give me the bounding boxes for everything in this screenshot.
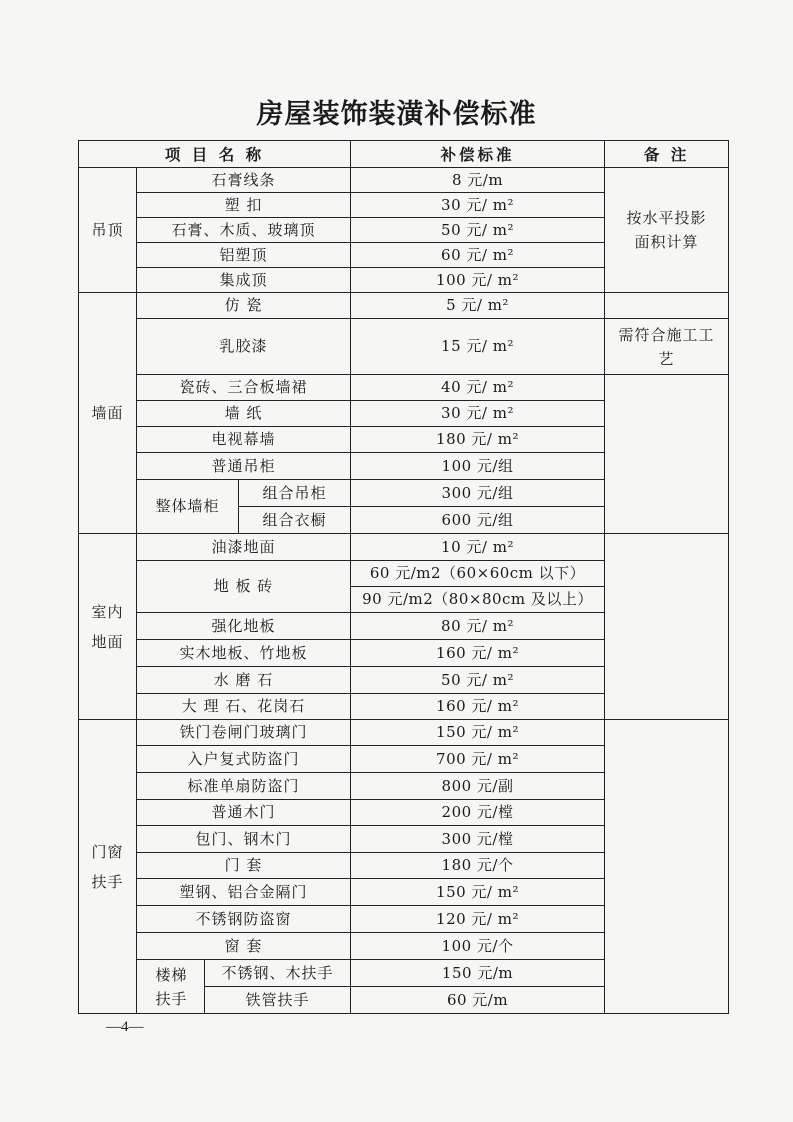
item-price: 180 元/个 [351, 853, 605, 879]
item-name: 水 磨 石 [137, 667, 351, 694]
item-price: 10 元/ m² [351, 534, 605, 561]
group-handrail: 楼梯扶手 [137, 960, 205, 1014]
item-price: 40 元/ m² [351, 375, 605, 401]
note-empty [605, 293, 729, 319]
table-row [79, 319, 729, 375]
item-name: 电视幕墙 [137, 427, 351, 453]
item-name: 地 板 砖 [137, 561, 351, 613]
note-ceiling: 按水平投影面积计算 [605, 168, 729, 293]
item-name: 实木地板、竹地板 [137, 640, 351, 667]
table-header-row [79, 141, 729, 168]
item-price: 60 元/ m² [351, 243, 605, 268]
item-price: 160 元/ m² [351, 640, 605, 667]
group-cabinet: 整体墙柜 [137, 480, 239, 534]
item-name: 组合衣橱 [239, 507, 351, 534]
table-row [79, 375, 729, 401]
item-price: 300 元/樘 [351, 826, 605, 853]
item-name: 入户复式防盗门 [137, 746, 351, 773]
category-doors: 门窗扶手 [79, 720, 137, 1014]
table-row [79, 720, 729, 746]
item-name: 铝塑顶 [137, 243, 351, 268]
item-name: 不锈钢、木扶手 [205, 960, 351, 987]
item-price: 700 元/ m² [351, 746, 605, 773]
note-empty [605, 534, 729, 720]
category-wall: 墙面 [79, 293, 137, 534]
item-price: 600 元/组 [351, 507, 605, 534]
item-name: 大 理 石、花岗石 [137, 694, 351, 720]
header-note: 备 注 [605, 141, 729, 168]
item-name: 窗 套 [137, 933, 351, 960]
item-price: 30 元/ m² [351, 193, 605, 218]
table-row [79, 168, 729, 193]
item-price: 150 元/ m² [351, 879, 605, 906]
item-name: 组合吊柜 [239, 480, 351, 507]
item-price: 180 元/ m² [351, 427, 605, 453]
item-name: 标准单扇防盗门 [137, 773, 351, 800]
item-name: 普通吊柜 [137, 453, 351, 480]
item-price: 8 元/m [351, 168, 605, 193]
item-price: 5 元/ m² [351, 293, 605, 319]
item-price: 100 元/组 [351, 453, 605, 480]
item-price: 80 元/ m² [351, 613, 605, 640]
header-item: 项 目 名 称 [79, 141, 351, 168]
item-name: 瓷砖、三合板墙裙 [137, 375, 351, 401]
item-name: 强化地板 [137, 613, 351, 640]
table-row [79, 293, 729, 319]
item-name: 油漆地面 [137, 534, 351, 561]
item-name: 墙 纸 [137, 401, 351, 427]
item-price: 120 元/ m² [351, 906, 605, 933]
item-price: 200 元/樘 [351, 800, 605, 826]
item-price: 150 元/m [351, 960, 605, 987]
category-floor: 室内地面 [79, 534, 137, 720]
header-standard: 补偿标准 [351, 141, 605, 168]
item-name: 包门、钢木门 [137, 826, 351, 853]
item-name: 仿 瓷 [137, 293, 351, 319]
item-price: 60 元/m2（60×60cm 以下） [351, 561, 605, 587]
item-price: 15 元/ m² [351, 319, 605, 375]
item-price: 50 元/ m² [351, 218, 605, 243]
note-empty [605, 375, 729, 534]
item-price: 100 元/个 [351, 933, 605, 960]
item-name: 集成顶 [137, 268, 351, 293]
item-price: 150 元/ m² [351, 720, 605, 746]
page-number: —4— [106, 1019, 144, 1035]
item-name: 门 套 [137, 853, 351, 879]
item-price: 800 元/副 [351, 773, 605, 800]
note-wall: 需符合施工工艺 [605, 319, 729, 375]
note-empty [605, 720, 729, 1014]
item-price: 30 元/ m² [351, 401, 605, 427]
table-row [79, 534, 729, 561]
compensation-table [78, 140, 729, 1014]
item-name: 铁管扶手 [205, 987, 351, 1014]
item-name: 普通木门 [137, 800, 351, 826]
item-price: 60 元/m [351, 987, 605, 1014]
category-ceiling: 吊顶 [79, 168, 137, 293]
item-name: 铁门卷闸门玻璃门 [137, 720, 351, 746]
item-name: 乳胶漆 [137, 319, 351, 375]
item-name: 塑 扣 [137, 193, 351, 218]
item-price: 100 元/ m² [351, 268, 605, 293]
item-name: 不锈钢防盗窗 [137, 906, 351, 933]
item-name: 石膏线条 [137, 168, 351, 193]
item-price: 90 元/m2（80×80cm 及以上） [351, 587, 605, 613]
item-price: 300 元/组 [351, 480, 605, 507]
item-price: 50 元/ m² [351, 667, 605, 694]
item-name: 塑钢、铝合金隔门 [137, 879, 351, 906]
page-title: 房屋装饰装潢补偿标准 [256, 99, 537, 130]
item-price: 160 元/ m² [351, 694, 605, 720]
item-name: 石膏、木质、玻璃顶 [137, 218, 351, 243]
